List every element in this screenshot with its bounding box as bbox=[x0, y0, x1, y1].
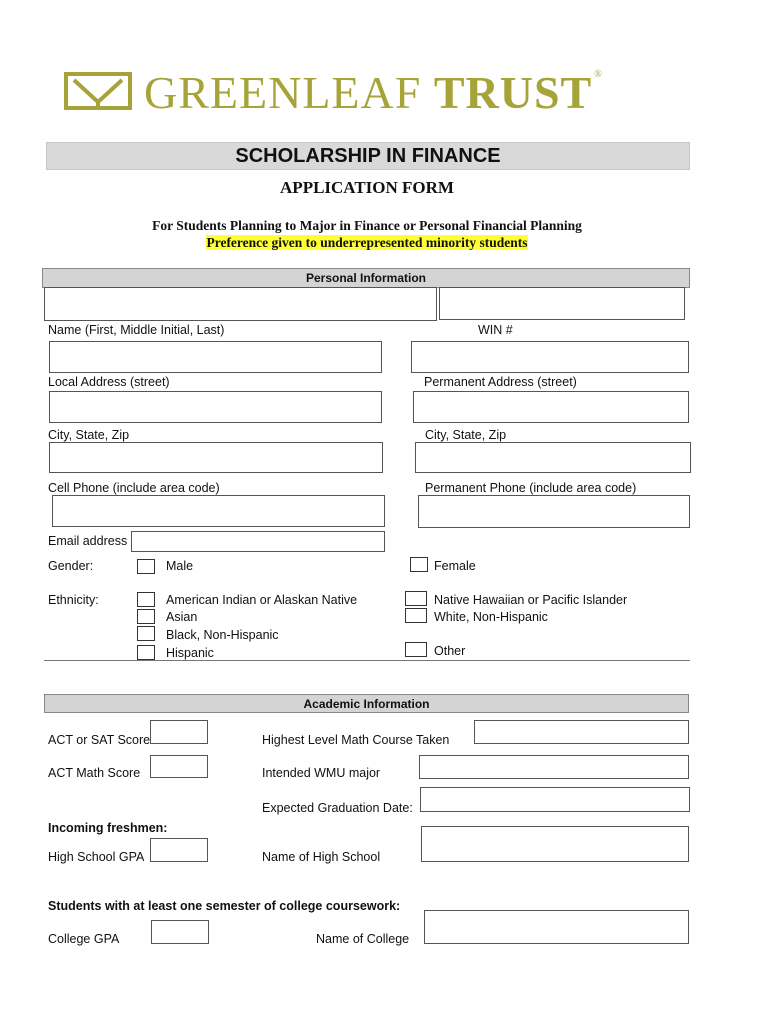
hs-name-label: Name of High School bbox=[262, 850, 381, 864]
white-label: White, Non-Hispanic bbox=[434, 610, 548, 624]
white-checkbox[interactable] bbox=[405, 608, 427, 623]
hispanic-checkbox[interactable] bbox=[137, 645, 155, 660]
leaf-emblem-icon bbox=[64, 72, 132, 110]
local-city-state-zip-field[interactable] bbox=[49, 391, 382, 423]
male-label: Male bbox=[166, 559, 194, 573]
native-hawaiian-label: Native Hawaiian or Pacific Islander bbox=[434, 593, 628, 607]
college-gpa-label: College GPA bbox=[48, 932, 120, 946]
wmu-major-field[interactable] bbox=[419, 755, 689, 779]
title-bar bbox=[46, 142, 690, 170]
email-label: Email address bbox=[48, 534, 128, 548]
hs-gpa-field[interactable] bbox=[150, 838, 208, 862]
black-label: Black, Non-Hispanic bbox=[166, 628, 279, 642]
registered-mark: ® bbox=[594, 69, 603, 80]
incoming-freshmen-heading: Incoming freshmen: bbox=[48, 821, 168, 835]
college-coursework-heading: Students with at least one semester of college coursework: bbox=[48, 899, 401, 913]
college-name-field[interactable] bbox=[424, 910, 689, 944]
win-field[interactable] bbox=[439, 287, 685, 320]
name-field[interactable] bbox=[44, 287, 437, 321]
permanent-address-field[interactable] bbox=[411, 341, 689, 373]
brand-name-light: GREENLEAF bbox=[144, 67, 422, 118]
wmu-major-label: Intended WMU major bbox=[262, 766, 381, 780]
native-hawaiian-checkbox[interactable] bbox=[405, 591, 427, 606]
act-math-label: ACT Math Score bbox=[48, 766, 141, 780]
win-label: WIN # bbox=[478, 323, 513, 337]
tagline: For Students Planning to Major in Finance or Personal Financial Planning bbox=[152, 218, 582, 233]
email-field[interactable] bbox=[131, 531, 385, 552]
male-checkbox[interactable] bbox=[137, 559, 155, 574]
logo bbox=[64, 67, 676, 118]
american-indian-checkbox[interactable] bbox=[137, 592, 155, 607]
brand-name-bold: TRUST bbox=[433, 67, 593, 118]
grad-date-label: Expected Graduation Date: bbox=[262, 801, 413, 815]
form-title: SCHOLARSHIP IN FINANCE bbox=[235, 145, 501, 167]
other-label: Other bbox=[434, 644, 466, 658]
personal-section-divider bbox=[44, 660, 690, 661]
ethnicity-label: Ethnicity: bbox=[48, 593, 99, 607]
preference-note: Preference given to underrepresented minority students bbox=[206, 235, 528, 250]
preference-note-wrap bbox=[0, 235, 734, 251]
cell-phone-field[interactable] bbox=[49, 442, 383, 473]
name-label: Name (First, Middle Initial, Last) bbox=[48, 323, 225, 337]
brand-name bbox=[144, 67, 603, 118]
asian-label: Asian bbox=[166, 610, 198, 624]
hs-name-field[interactable] bbox=[421, 826, 689, 862]
asian-checkbox[interactable] bbox=[137, 609, 155, 624]
college-name-label: Name of College bbox=[316, 932, 410, 946]
black-checkbox[interactable] bbox=[137, 626, 155, 641]
form-subtitle: APPLICATION FORM bbox=[280, 178, 454, 197]
act-math-field[interactable] bbox=[150, 755, 208, 778]
permanent-city-state-zip-field[interactable] bbox=[413, 391, 689, 423]
hs-gpa-label: High School GPA bbox=[48, 850, 145, 864]
college-gpa-field[interactable] bbox=[151, 920, 209, 944]
cell-phone-label: Cell Phone (include area code) bbox=[48, 481, 220, 495]
permanent-phone-field-2[interactable] bbox=[418, 495, 690, 528]
local-city-state-zip-label: City, State, Zip bbox=[48, 428, 130, 442]
math-course-label: Highest Level Math Course Taken bbox=[262, 733, 450, 747]
act-sat-label: ACT or SAT Score bbox=[48, 733, 151, 747]
act-sat-field[interactable] bbox=[150, 720, 208, 744]
gender-label: Gender: bbox=[48, 559, 94, 573]
local-address-field[interactable] bbox=[49, 341, 382, 373]
female-checkbox[interactable] bbox=[410, 557, 428, 572]
other-checkbox[interactable] bbox=[405, 642, 427, 657]
academic-section-header: Academic Information bbox=[44, 694, 689, 713]
female-label: Female bbox=[434, 559, 476, 573]
permanent-address-label: Permanent Address (street) bbox=[424, 375, 577, 389]
math-course-field[interactable] bbox=[474, 720, 689, 744]
hispanic-label: Hispanic bbox=[166, 646, 214, 660]
permanent-phone-field[interactable] bbox=[415, 442, 691, 473]
american-indian-label: American Indian or Alaskan Native bbox=[166, 593, 358, 607]
local-address-label: Local Address (street) bbox=[48, 375, 170, 389]
permanent-phone-label: Permanent Phone (include area code) bbox=[425, 481, 637, 495]
grad-date-field[interactable] bbox=[420, 787, 690, 812]
personal-section-header: Personal Information bbox=[42, 268, 690, 288]
email-field-upper[interactable] bbox=[52, 495, 385, 527]
permanent-city-state-zip-label: City, State, Zip bbox=[425, 428, 507, 442]
